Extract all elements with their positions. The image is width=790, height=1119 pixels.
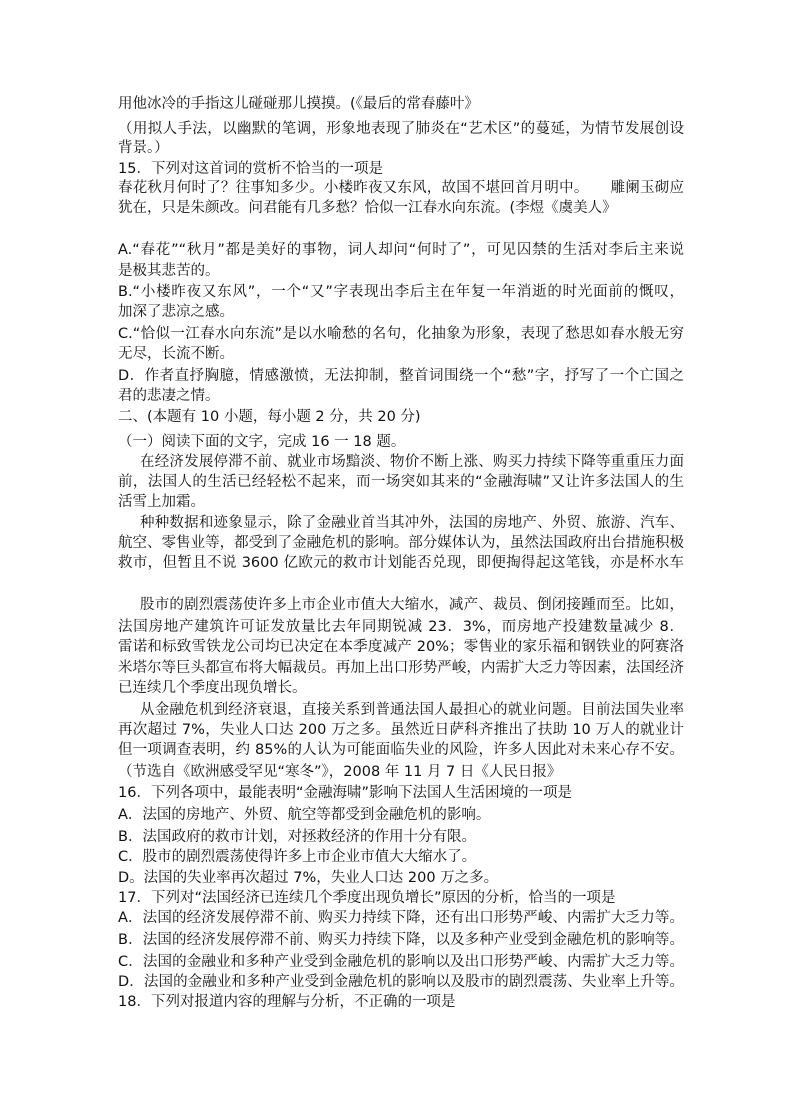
text-line: 君的悲凄之情。 <box>118 388 220 404</box>
text-line: 种种数据和迹象显示，除了金融业首当其冲外，法国的房地产、外贸、旅游、汽车、 <box>140 515 684 531</box>
text-line: （用拟人手法，以幽默的笔调，形象地表现了肺炎在“艺术区”的蔓延，为情节发展创设 <box>118 121 684 137</box>
text-line: C．股市的剧烈震荡使得许多上市企业市值大大缩水了。 <box>118 849 477 865</box>
text-line: D．法国的金融业和多种产业受到金融危机的影响以及股市的剧烈震荡、失业率上升等。 <box>118 974 684 990</box>
text-line: 是极其悲苦的。 <box>118 263 220 279</box>
text-line: A．法国的房地产、外贸、航空等都受到金融危机的影响。 <box>118 807 491 823</box>
text-line: B．法国的经济发展停滞不前、购买力持续下降，以及多种产业受到金融危机的影响等。 <box>118 932 684 948</box>
text-line: 航空、零售业等，都受到了金融危机的影响。部分媒体认为，虽然法国政府出台措施积极 <box>118 535 684 551</box>
text-line: （一）阅读下面的文字，完成 16 一 18 题。 <box>118 434 406 450</box>
text-line: 15．下列对这首词的赏析不恰当的一项是 <box>118 161 383 177</box>
text-line: 加深了悲凉之感。 <box>118 304 234 320</box>
text-line: 法国房地产建筑许可证发放量比去年同期锐减 23．3%，而房地产投建数量减少 8． <box>118 619 684 635</box>
text-line: A.“春花”“秋月”都是美好的事物，词人却问“何时了”，可见囚禁的生活对李后主来说 <box>118 242 684 258</box>
text-line: 救市，但暂且不说 3600 亿欧元的救市计划能否兑现，即便掏得起这笔钱，亦是杯水车 <box>118 555 684 571</box>
text-line: 在经济发展停滞不前、就业市场黯淡、物价不断上涨、购买力持续下降等重重压力面 <box>140 454 684 470</box>
text-line: A．法国的经济发展停滞不前、购买力持续下降，还有出口形势严峻、内需扩大乏力等。 <box>118 910 684 926</box>
text-line: 雷诺和标致雪铁龙公司均已决定在本季度减产 20%；零售业的家乐福和钢铁业的阿赛洛 <box>118 639 684 655</box>
text-line: 但一项调查表明，约 85%的人认为可能面临失业的风险，许多人因此对未来心存不安。 <box>118 742 684 758</box>
text-line: 16．下列各项中，最能表明“金融海啸”影响下法国人生活困境的一项是 <box>118 785 572 801</box>
text-line: 再次超过 7%，失业人口达 200 万之多。虽然近日萨科齐推出了扶助 10 万人的就业计 <box>118 722 684 738</box>
text-line: 背景。） <box>118 140 169 156</box>
text-line: 18．下列对报道内容的理解与分析，不正确的一项是 <box>118 994 456 1010</box>
text-line: B．法国政府的救市计划，对拯救经济的作用十分有限。 <box>118 829 476 845</box>
text-line: 已连续几个季度出现负增长。 <box>118 680 307 696</box>
text-line: 米塔尔等巨头都宣布将大幅裁员。再加上出口形势严峻，内需扩大乏力等因素，法国经济 <box>118 660 684 676</box>
text-line: C.“恰似一江春水向东流”是以水喻愁的名句，化抽象为形象，表现了愁思如春水般无穷 <box>118 326 684 342</box>
text-line: B.“小楼昨夜又东风”，一个“又”字表现出李后主在年复一年消逝的时光面前的慨叹， <box>118 284 684 300</box>
text-line: D。法国的失业率再次超过 7%，失业人口达 200 万之多。 <box>118 870 499 886</box>
text-line: 前，法国人的生活已经轻松不起来，而一场突如其来的“金融海啸”又让许多法国人的生 <box>118 474 684 490</box>
text-line: D．作者直抒胸臆，情感激愤，无法抑制，整首词围绕一个“愁”字，抒写了一个亡国之 <box>118 368 684 384</box>
text-line: 二、(本题有 10 小题，每小题 2 分，共 20 分) <box>118 409 421 425</box>
text-line: 无尽，长流不断。 <box>118 346 234 362</box>
text-line: 从金融危机到经济衰退，直接关系到普通法国人最担心的就业问题。目前法国失业率 <box>140 702 684 718</box>
text-line: 股市的剧烈震荡使许多上市企业市值大大缩水，减产、裁员、倒闭接踵而至。比如， <box>140 597 684 613</box>
text-line: 用他冰冷的手指这儿碰碰那儿摸摸。(《最后的常春藤叶》 <box>118 96 479 112</box>
text-line: （节选自《欧洲感受罕见“寒冬”》，2008 年 11 月 7 日《人民日报》 <box>118 764 562 780</box>
text-line: C．法国的金融业和多种产业受到金融危机的影响以及出口形势严峻、内需扩大乏力等。 <box>118 954 684 970</box>
text-line: 17．下列对“法国经济已连续几个季度出现负增长”原因的分析，恰当的一项是 <box>118 890 616 906</box>
text-line: 犹在，只是朱颜改。问君能有几多愁？恰似一江春水向东流。(李煜《虞美人》 <box>118 200 617 216</box>
text-line: 活雪上加霜。 <box>118 494 205 510</box>
text-line: 春花秋月何时了？往事知多少。小楼昨夜又东风，故国不堪回首月明中。 雕阑玉砌应 <box>118 180 684 196</box>
